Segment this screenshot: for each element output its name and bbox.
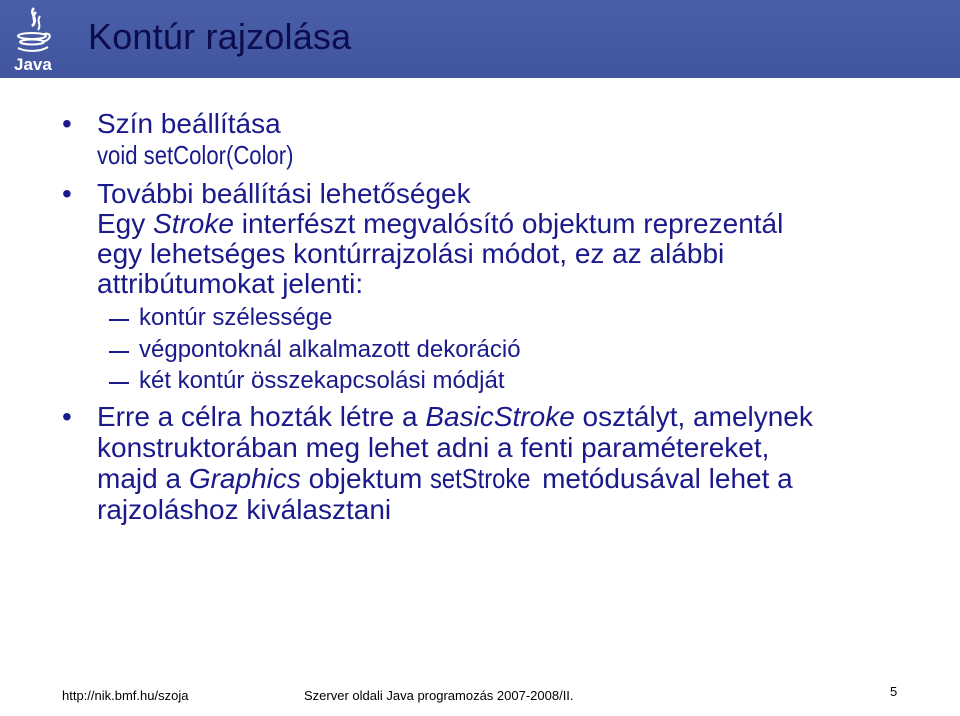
footer-url: http://nik.bmf.hu/szoja: [62, 688, 189, 703]
dash-marker: [109, 382, 129, 384]
stroke-term: Stroke: [153, 208, 234, 239]
slide-title: Kontúr rajzolása: [88, 16, 352, 57]
setcolor-signature: void setColor(Color): [97, 140, 294, 170]
bullet-2-title: További beállítási lehetőségek: [97, 178, 471, 209]
bullet-3-line-1: [97, 401, 813, 433]
java-logo-icon: [8, 4, 60, 74]
text-fragment: Erre a célra hozták létre a: [97, 401, 426, 432]
sub-item-2: végpontoknál alkalmazott dekoráció: [139, 336, 521, 363]
bullet-2-line-3: attribútumokat jelenti:: [97, 268, 364, 299]
text-fragment: interfészt megvalósító objektum reprezentál: [233, 208, 784, 239]
bullet-3-line-2: konstruktorában meg lehet adni a fenti paramétereket,: [97, 432, 770, 463]
bullet-marker: •: [62, 178, 72, 209]
header-bar: [0, 0, 960, 78]
bullet-3-line-3: [97, 463, 793, 495]
text-fragment: majd a: [97, 463, 189, 494]
bullet-marker: •: [62, 108, 72, 139]
bullet-2-line-1: [97, 208, 783, 240]
java-logo-text: Java: [14, 55, 52, 74]
text-fragment: objektum: [300, 463, 431, 494]
sub-item-3: két kontúr összekapcsolási módját: [139, 367, 505, 394]
bullet-2-line-2: egy lehetséges kontúrrajzolási módot, ez az alábbi: [97, 238, 725, 269]
text-fragment: metódusával lehet a: [534, 463, 793, 494]
basicstroke-term: BasicStroke: [425, 401, 575, 432]
text-fragment: osztályt, amelynek: [574, 401, 813, 432]
dash-marker: [109, 319, 129, 321]
footer-course: Szerver oldali Java programozás 2007-2008/II.: [304, 688, 574, 703]
page-number: 5: [890, 684, 898, 699]
sub-item-1: kontúr szélessége: [139, 304, 333, 331]
bullet-3-line-4: rajzoláshoz kiválasztani: [97, 494, 392, 525]
bullet-1-code: [97, 140, 328, 171]
graphics-term: Graphics: [188, 463, 301, 494]
bullet-marker: •: [62, 401, 72, 432]
bullet-1-title: Szín beállítása: [97, 108, 281, 139]
dash-marker: [109, 351, 129, 353]
text-fragment: Egy: [97, 208, 154, 239]
setstroke-term: setStroke: [430, 463, 531, 494]
